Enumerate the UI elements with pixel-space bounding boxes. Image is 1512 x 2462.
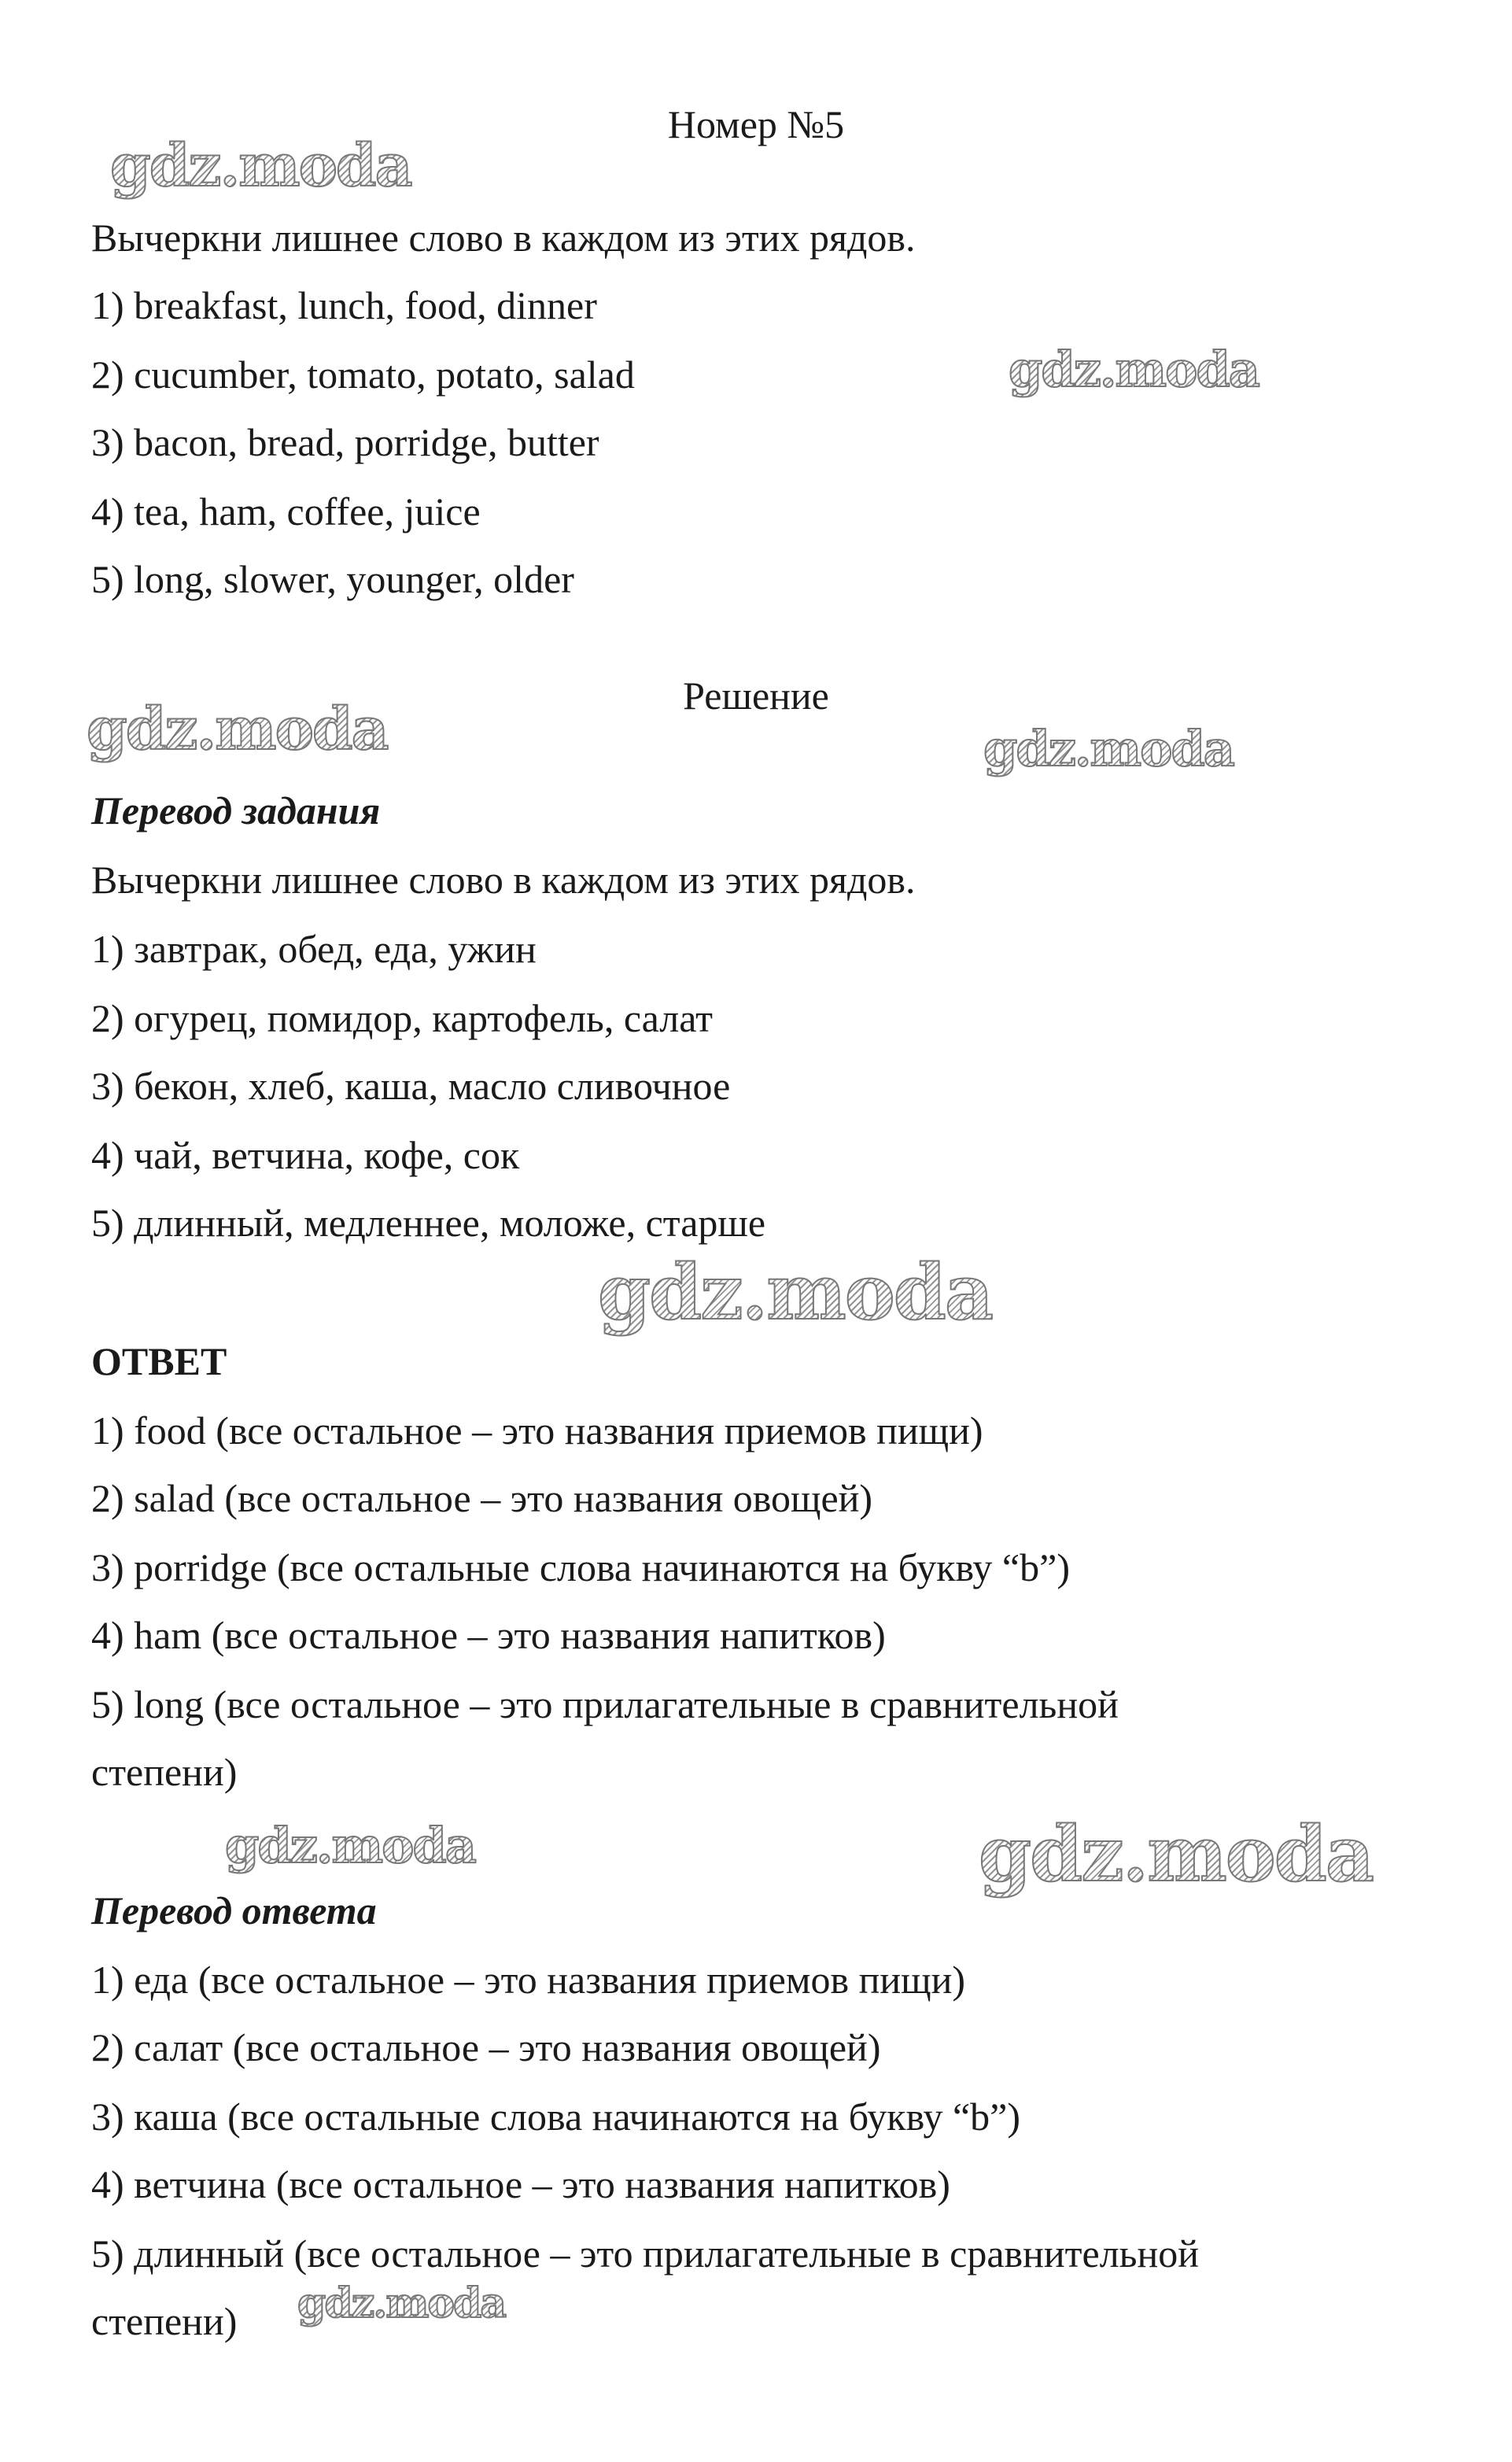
translation-item: 3) бекон, хлеб, каша, масло сливочное	[91, 1064, 731, 1108]
task-instruction: Вычеркни лишнее слово в каждом из этих рядов.	[91, 216, 916, 260]
answer-translation-line: степени)	[91, 2299, 238, 2343]
answer-line: 1) food (все остальное – это названия приемов пищи)	[91, 1408, 983, 1452]
answer-translation-line: 3) каша (все остальные слова начинаются на букву “b”)	[91, 2095, 1021, 2139]
watermark-logo: gdz.moda	[1009, 341, 1259, 398]
answer-translation-line: 2) салат (все остальное – это названия овощей)	[91, 2025, 881, 2069]
watermark-logo: gdz.moda	[983, 720, 1234, 777]
solution-heading: Решение	[683, 674, 829, 718]
answer-translation-line: 1) еда (все остальное – это названия приемов пищи)	[91, 1958, 966, 2002]
answer-line: степени)	[91, 1750, 238, 1794]
watermark-logo: gdz.moda	[297, 2279, 506, 2327]
translation-item: 1) завтрак, обед, еда, ужин	[91, 927, 537, 971]
watermark-logo: gdz.moda	[110, 132, 411, 200]
translation-item: 4) чай, ветчина, кофе, сок	[91, 1133, 520, 1177]
watermark-logo: gdz.moda	[225, 1817, 475, 1874]
task-item: 2) cucumber, tomato, potato, salad	[91, 353, 635, 397]
answer-line: 3) porridge (все остальные слова начинаются на букву “b”)	[91, 1545, 1070, 1589]
answer-heading: ОТВЕТ	[91, 1339, 227, 1383]
watermark-logo: gdz.moda	[598, 1248, 993, 1337]
watermark-logo: gdz.moda	[87, 696, 388, 763]
task-item: 3) bacon, bread, porridge, butter	[91, 420, 599, 464]
translation-heading: Перевод задания	[91, 788, 381, 832]
translation-item: 5) длинный, медленнее, моложе, старше	[91, 1201, 766, 1245]
answer-translation-heading: Перевод ответа	[91, 1888, 377, 1932]
page-title: Номер №5	[667, 102, 845, 146]
answer-line: 4) ham (все остальное – это названия напитков)	[91, 1613, 886, 1657]
answer-line: 2) salad (все остальное – это названия овощей)	[91, 1476, 873, 1520]
answer-translation-line: 4) ветчина (все остальное – это названия напитков)	[91, 2162, 950, 2206]
translation-instruction: Вычеркни лишнее слово в каждом из этих рядов.	[91, 858, 916, 902]
watermark-logo: gdz.moda	[979, 1810, 1374, 1899]
task-item: 4) tea, ham, coffee, juice	[91, 489, 481, 533]
translation-item: 2) огурец, помидор, картофель, салат	[91, 996, 713, 1040]
answer-translation-line: 5) длинный (все остальное – это прилагательные в сравнительной	[91, 2231, 1199, 2276]
answer-line: 5) long (все остальное – это прилагательные в сравнительной	[91, 1682, 1119, 1726]
task-item: 1) breakfast, lunch, food, dinner	[91, 283, 597, 327]
task-item: 5) long, slower, younger, older	[91, 557, 574, 601]
